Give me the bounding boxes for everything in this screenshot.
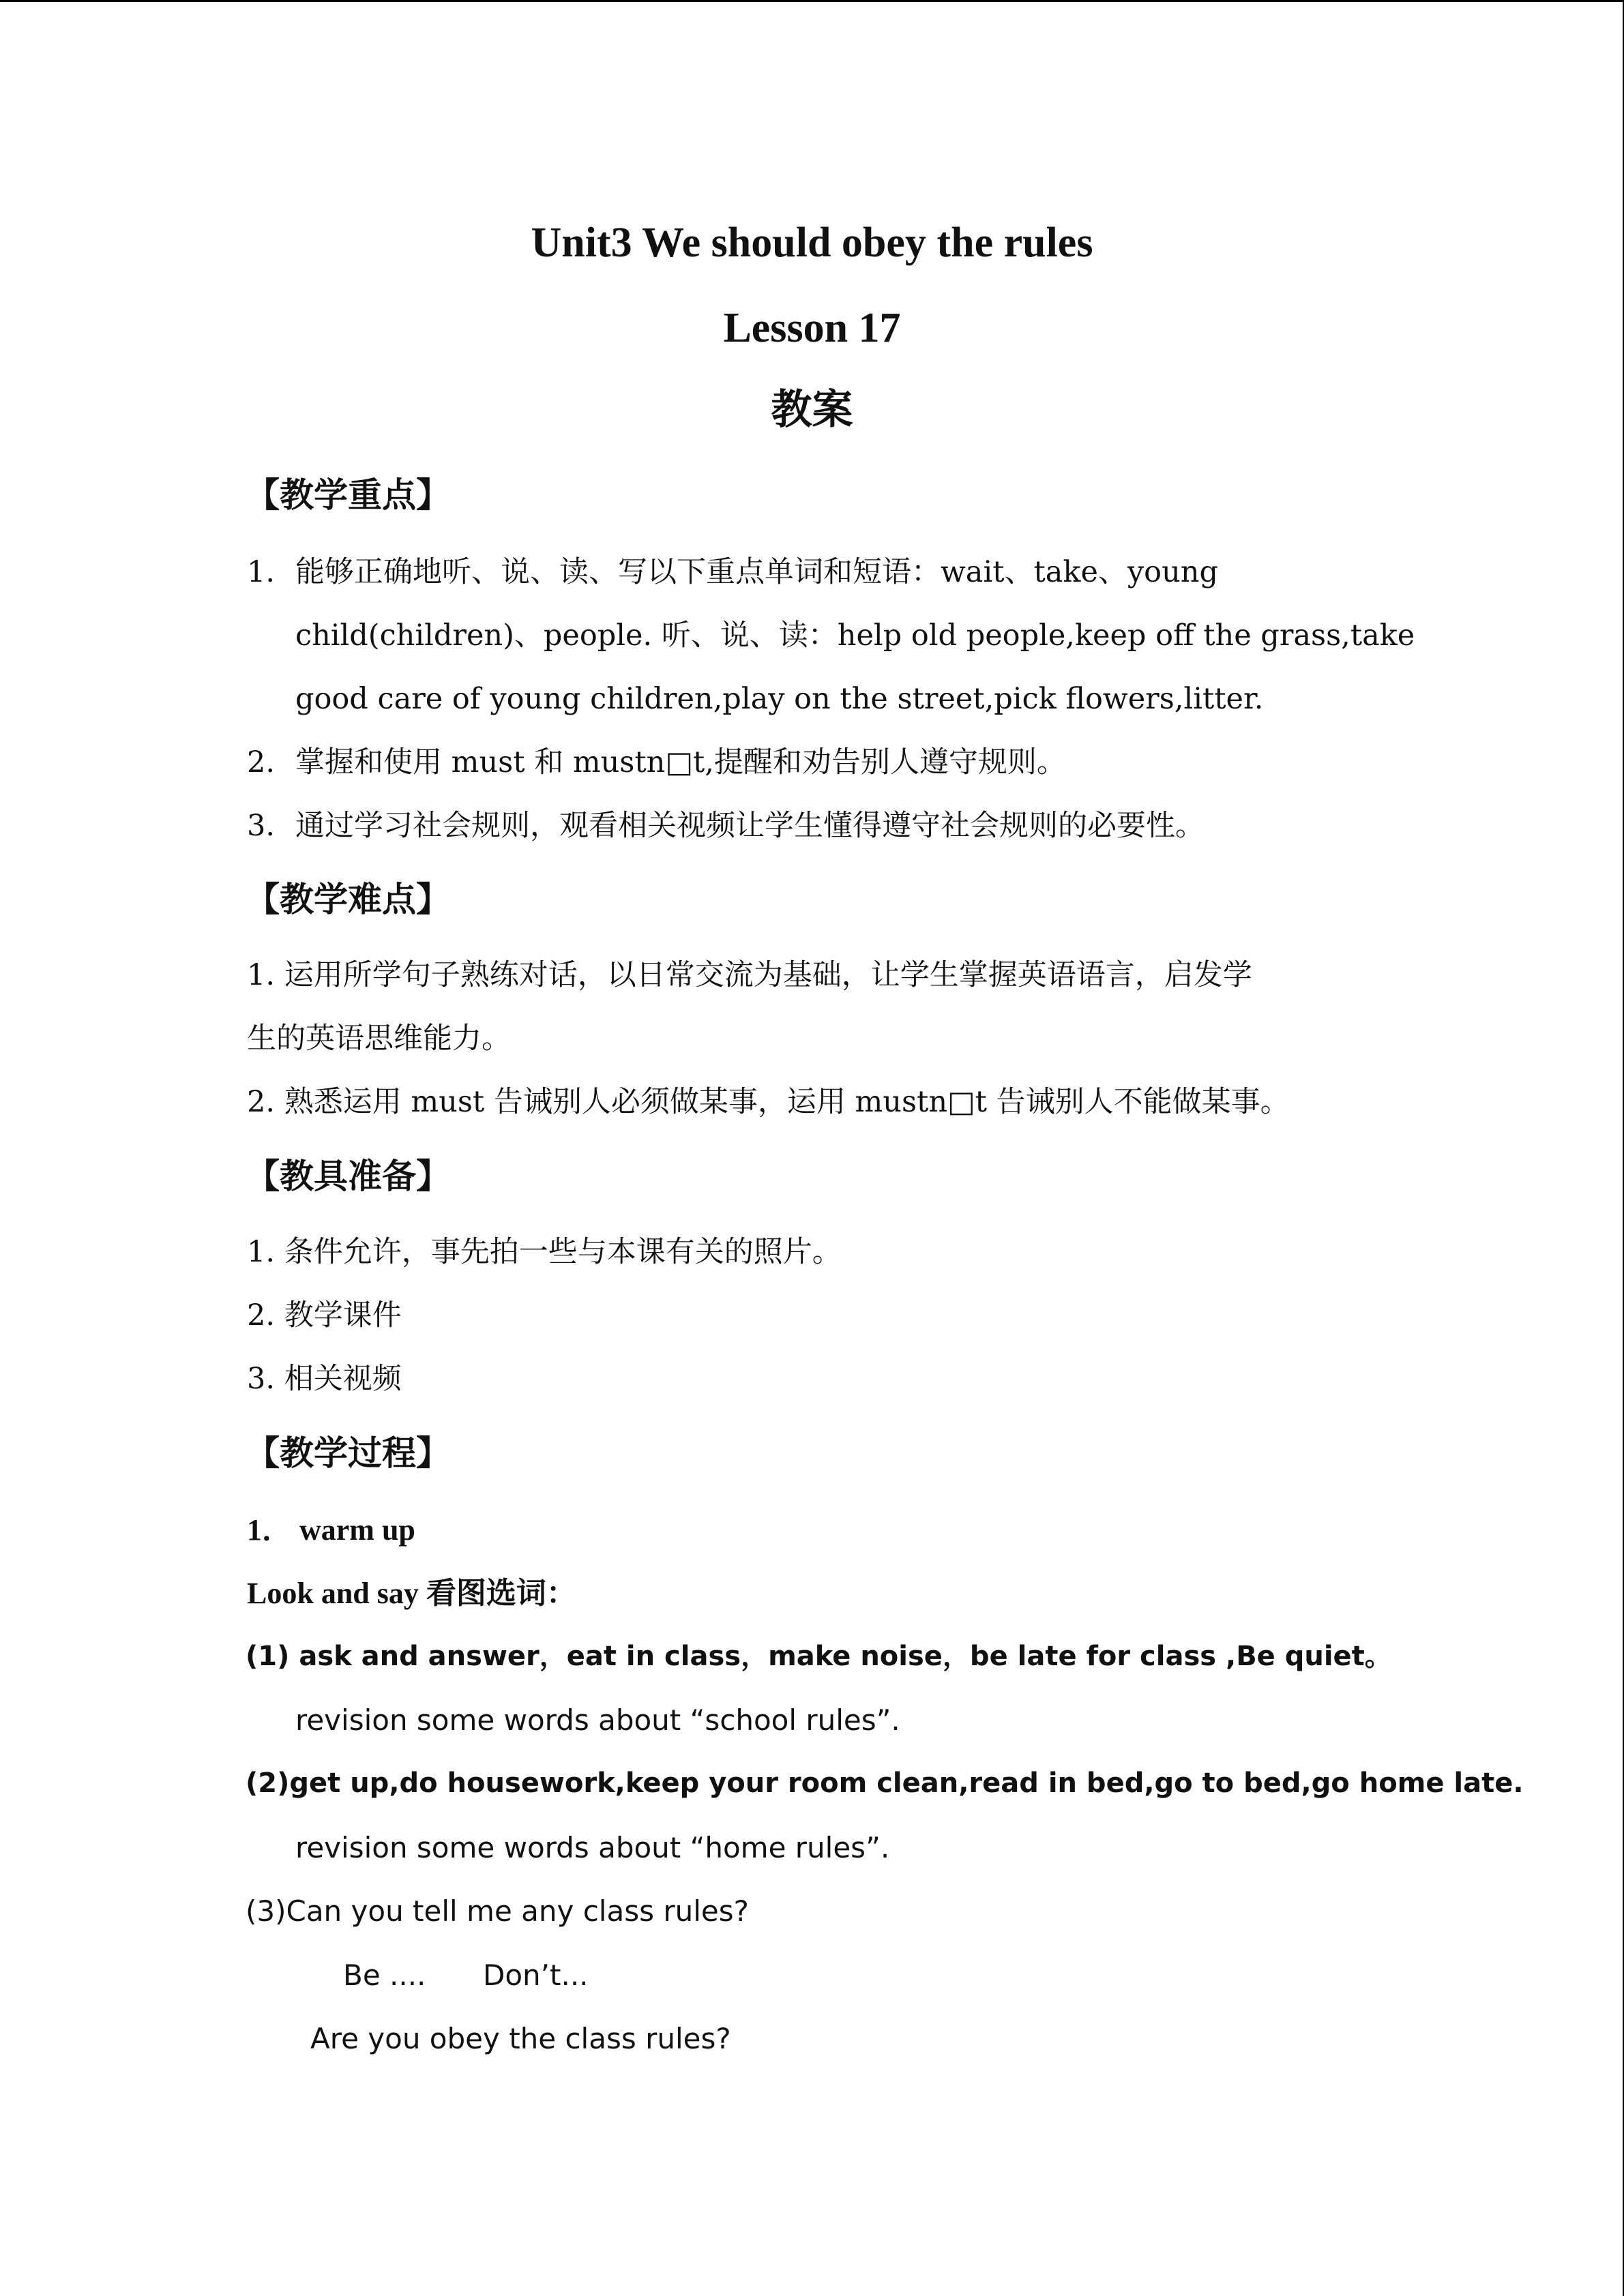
activity-3: (3)Can you tell me any class rules? bbox=[246, 1894, 749, 1928]
activity-1-note: revision some words about “school rules”. bbox=[295, 1703, 900, 1737]
key-point-3-number: 3. bbox=[247, 809, 276, 843]
activity-3-question: Are you obey the class rules? bbox=[310, 2022, 731, 2055]
activity-3-be: Be .... bbox=[343, 1958, 426, 1992]
process-heading: 【教学过程】 bbox=[246, 1433, 450, 1473]
key-point-1-number: 1. bbox=[247, 555, 276, 589]
difficulty-1-line-2: 生的英语思维能力。 bbox=[247, 1022, 511, 1056]
key-point-1-line-1: 能够正确地听、说、读、写以下重点单词和短语：wait、take、young bbox=[295, 555, 1218, 589]
key-point-2-line-1: 掌握和使用 must 和 mustn□t,提醒和劝告别人遵守规则。 bbox=[295, 745, 1066, 779]
difficulty-1-line-1: 1. 运用所学句子熟练对话，以日常交流为基础，让学生掌握英语语言，启发学 bbox=[247, 958, 1252, 992]
key-point-1-line-2: child(children)、people. 听、说、读：help old people,keep off the grass,take bbox=[295, 618, 1415, 653]
lesson-title: Lesson 17 bbox=[723, 305, 901, 351]
activity-2-note: revision some words about “home rules”. bbox=[295, 1831, 890, 1864]
activity-3-dont: Don’t... bbox=[483, 1958, 589, 1992]
material-2: 2. 教学课件 bbox=[247, 1298, 402, 1332]
material-3: 3. 相关视频 bbox=[247, 1362, 402, 1396]
difficulty-2-line-1: 2. 熟悉运用 must 告诫别人必须做某事，运用 mustn□t 告诫别人不能做某事。 bbox=[247, 1085, 1290, 1119]
material-1: 1. 条件允许，事先拍一些与本课有关的照片。 bbox=[247, 1235, 842, 1269]
activity-2: (2)get up,do housework,keep your room clean,read in bed,go to bed,go home late. bbox=[246, 1768, 1524, 1799]
key-point-2-number: 2. bbox=[247, 745, 276, 779]
key-point-1-line-3: good care of young children,play on the street,pick flowers,litter. bbox=[295, 682, 1264, 716]
key-point-3-line-1: 通过学习社会规则，观看相关视频让学生懂得遵守社会规则的必要性。 bbox=[295, 809, 1205, 843]
materials-heading: 【教具准备】 bbox=[246, 1157, 450, 1196]
key-points-heading: 【教学重点】 bbox=[246, 475, 450, 515]
difficulties-heading: 【教学难点】 bbox=[246, 880, 450, 919]
unit-title: Unit3 We should obey the rules bbox=[531, 220, 1093, 266]
look-and-say: Look and say 看图选词： bbox=[247, 1577, 576, 1610]
activity-1: (1) ask and answer，eat in class，make noise，be late for class ,Be quiet。 bbox=[246, 1641, 1392, 1672]
process-step-1: 1． warm up bbox=[247, 1513, 415, 1547]
lesson-plan-title: 教案 bbox=[771, 386, 853, 434]
